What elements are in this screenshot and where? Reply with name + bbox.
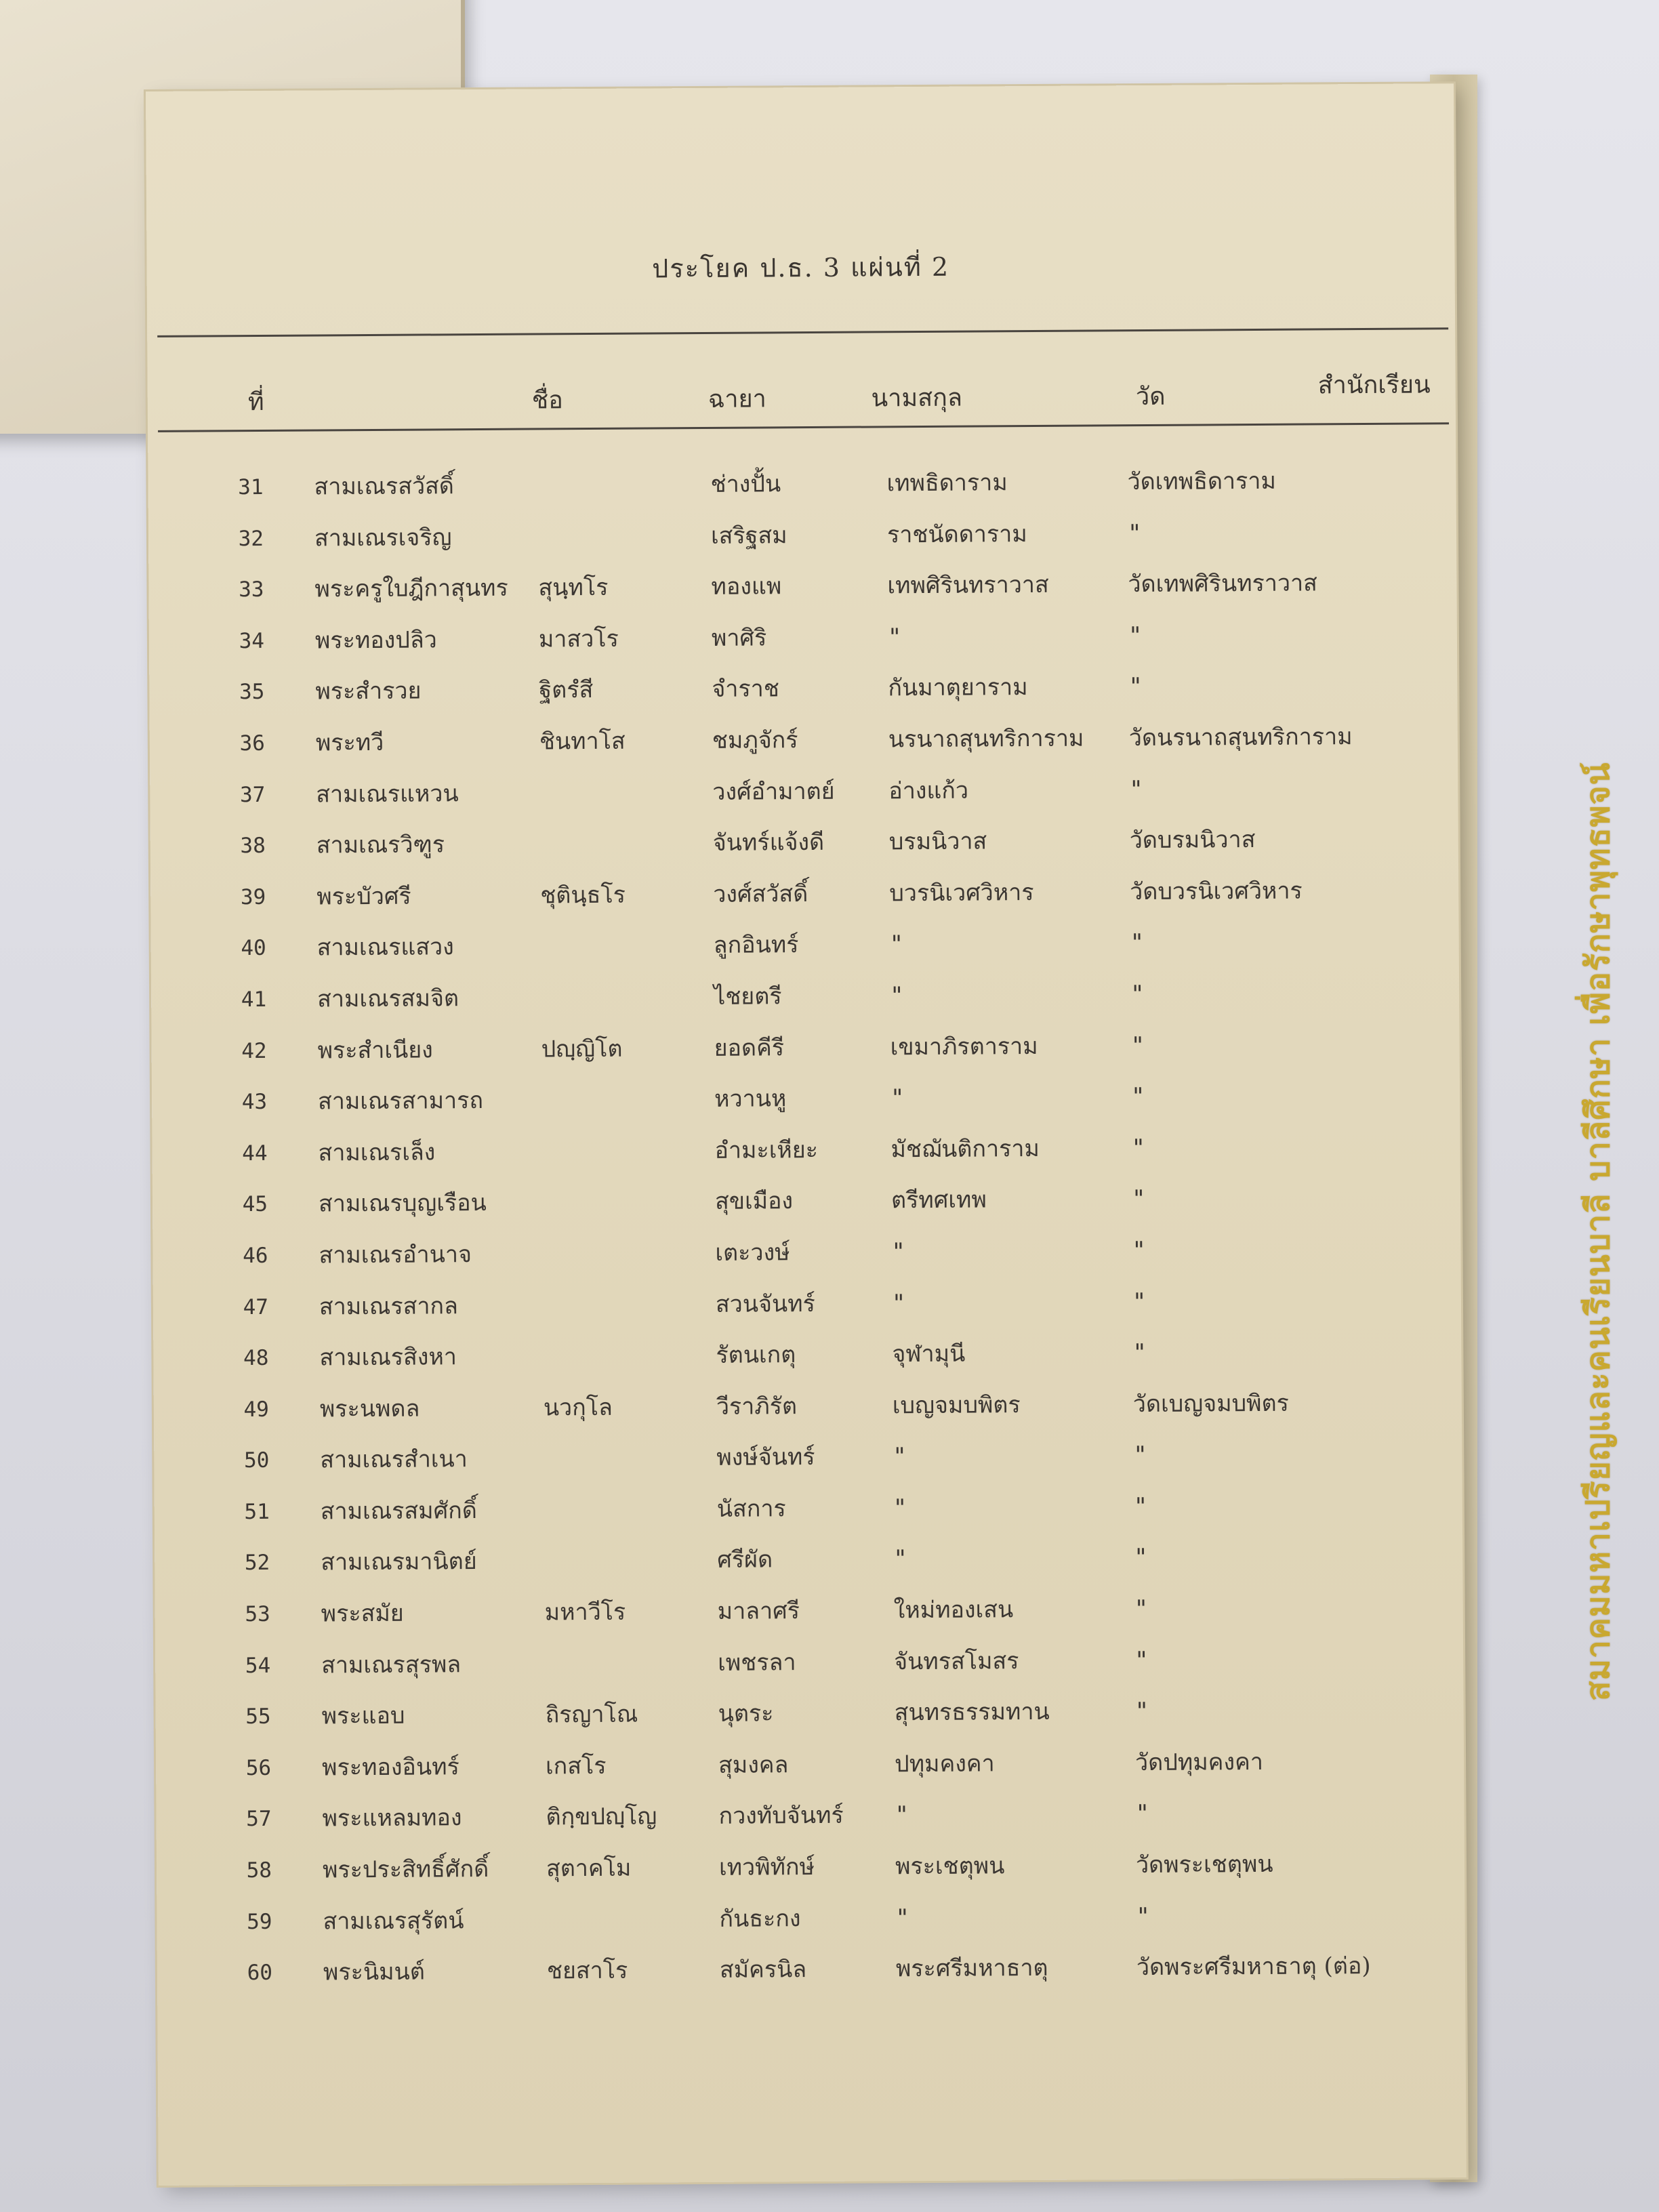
row-surname: สวนจันทร์ xyxy=(715,1290,816,1318)
row-number: 33 xyxy=(239,577,264,602)
row-school: " xyxy=(1128,673,1143,701)
col-header-surname: นามสกุล xyxy=(871,384,963,413)
row-number: 50 xyxy=(243,1448,270,1473)
row-surname: ชมภูจักร์ xyxy=(712,726,798,754)
table-row xyxy=(149,665,1457,724)
row-school: " xyxy=(1130,1031,1145,1059)
row-number: 57 xyxy=(246,1807,272,1832)
row-school: " xyxy=(1134,1595,1149,1623)
row-name: สามเณรสากล xyxy=(319,1292,459,1320)
row-school: วัดบรมนิวาส xyxy=(1129,826,1256,855)
row-surname: จำราช xyxy=(712,675,779,703)
row-number: 58 xyxy=(246,1858,272,1883)
col-header-name: ชื่อ xyxy=(531,386,563,415)
row-surname: จันทร์แจ้งดี xyxy=(712,829,825,857)
row-surname: ศรีผัด xyxy=(717,1546,773,1574)
row-surname: ช่างปั้น xyxy=(710,470,781,498)
row-school: " xyxy=(1128,621,1143,649)
row-surname: สมัครนิล xyxy=(719,1956,807,1984)
table-row xyxy=(155,1586,1463,1645)
row-school: " xyxy=(1131,1185,1146,1213)
table-row xyxy=(150,716,1458,775)
table-row xyxy=(155,1484,1462,1543)
row-surname: รัตนเกตุ xyxy=(716,1341,796,1369)
row-school: " xyxy=(1132,1236,1147,1265)
row-wat: " xyxy=(895,1801,909,1829)
table-row xyxy=(157,1945,1465,2004)
row-name: พระสำเนียง xyxy=(317,1036,433,1065)
table-row xyxy=(154,1382,1462,1441)
table-row xyxy=(152,1126,1460,1185)
table-row xyxy=(149,613,1457,672)
row-school: " xyxy=(1134,1698,1149,1725)
table-row xyxy=(148,511,1456,570)
row-name: พระทองปลิว xyxy=(314,626,437,655)
row-school: " xyxy=(1135,1800,1150,1828)
document-title: ประโยค ป.ธ. 3 แผ่นที่ 2 xyxy=(651,251,950,284)
row-number: 43 xyxy=(241,1090,268,1115)
row-number: 34 xyxy=(239,628,265,653)
row-school: " xyxy=(1130,929,1145,957)
row-wat: พระเชตุพน xyxy=(895,1852,1005,1881)
col-header-alias: ฉายา xyxy=(708,385,766,413)
row-school: วัดเบญจมบพิตร xyxy=(1132,1389,1289,1418)
row-alias: ติกฺขปญฺโญ xyxy=(546,1803,657,1831)
row-surname: ยอดคีรี xyxy=(714,1033,785,1062)
row-school: วัดพระเชตุพน xyxy=(1135,1850,1273,1879)
table-row xyxy=(157,1894,1465,1953)
row-wat: สุนทรธรรมทาน xyxy=(894,1698,1050,1727)
row-name: สามเณรอำนาจ xyxy=(319,1241,472,1269)
row-school: วัดบวรนิเวศวิหาร xyxy=(1130,877,1303,905)
row-number: 52 xyxy=(244,1551,270,1576)
row-wat: " xyxy=(887,623,902,651)
row-name: พระแหลมทอง xyxy=(322,1804,462,1832)
row-alias: ฐิตรํสี xyxy=(539,676,594,704)
row-wat: ใหม่ทองเสน xyxy=(893,1596,1014,1624)
row-number: 31 xyxy=(238,474,264,500)
row-surname: สุขเมือง xyxy=(714,1187,794,1216)
row-surname: พงษ์จันทร์ xyxy=(716,1443,815,1472)
row-surname: มาลาศรี xyxy=(717,1597,800,1625)
row-number: 51 xyxy=(244,1499,270,1525)
table-row xyxy=(150,869,1458,928)
header-top-rule xyxy=(157,327,1448,337)
table-row xyxy=(156,1740,1464,1799)
row-number: 48 xyxy=(243,1346,269,1371)
row-number: 59 xyxy=(247,1909,272,1934)
row-number: 44 xyxy=(242,1141,268,1166)
row-alias: สุนฺทโร xyxy=(538,574,609,602)
row-wat: " xyxy=(893,1494,907,1522)
table-row xyxy=(152,1228,1460,1287)
row-wat: " xyxy=(893,1443,907,1471)
row-wat: ปทุมคงคา xyxy=(894,1750,995,1778)
row-number: 41 xyxy=(241,987,267,1012)
row-wat: " xyxy=(891,1289,906,1317)
row-wat: เขมาภิรตาราม xyxy=(890,1032,1038,1061)
row-surname: นัสการ xyxy=(716,1495,786,1523)
row-number: 54 xyxy=(245,1653,271,1678)
row-wat: บวรนิเวศวิหาร xyxy=(889,878,1034,907)
row-name: สามเณรเล็ง xyxy=(318,1139,436,1167)
row-school: " xyxy=(1131,1134,1146,1162)
row-alias: เกสโร xyxy=(545,1752,607,1780)
table-row xyxy=(151,972,1459,1031)
row-wat: ราชนัดดาราม xyxy=(886,520,1027,548)
table-row xyxy=(157,1843,1465,1902)
row-name: สามเณรสมศักดิ์ xyxy=(320,1496,478,1525)
row-wat: " xyxy=(889,930,904,958)
row-school: " xyxy=(1136,1902,1151,1930)
watermark-text: สมาคมมหาเปรียญและคนเรียนบาลี บาลีศึกษา เพื่อรักษาพุทธพจน์ xyxy=(1579,762,1617,1701)
row-wat: " xyxy=(893,1545,907,1573)
row-name: สามเณรบุญเรือน xyxy=(318,1189,487,1218)
row-school: วัดนรนาถสุนทริการาม xyxy=(1128,723,1353,752)
row-wat: เทพศิรินทราวาส xyxy=(887,571,1049,600)
row-number: 53 xyxy=(245,1601,270,1627)
row-surname: ทองแพ xyxy=(711,573,782,601)
row-wat: " xyxy=(890,982,904,1010)
row-name: พระครูใบฎีกาสุนทร xyxy=(314,574,508,603)
col-header-no: ที่ xyxy=(247,388,264,417)
row-surname: กันธะกง xyxy=(719,1904,801,1933)
row-alias: มาสวโร xyxy=(538,625,619,653)
row-name: พระสำรวย xyxy=(315,677,422,705)
row-surname: พาศิริ xyxy=(711,624,767,652)
student-list xyxy=(148,459,1465,2005)
row-surname: กวงทับจันทร์ xyxy=(718,1802,844,1830)
table-row xyxy=(156,1792,1464,1851)
table-row xyxy=(155,1536,1462,1595)
row-alias: มหาวีโร xyxy=(544,1598,626,1626)
row-number: 35 xyxy=(239,680,265,705)
row-number: 37 xyxy=(239,782,266,807)
row-surname: เสริฐสม xyxy=(710,521,787,550)
table-row xyxy=(148,459,1456,518)
row-name: พระสมัย xyxy=(321,1599,404,1628)
table-row xyxy=(154,1433,1462,1492)
row-name: พระบัวศรี xyxy=(316,882,411,911)
table-row xyxy=(155,1638,1463,1697)
row-name: สามเณรสุรพล xyxy=(321,1650,462,1679)
row-surname: หวานหู xyxy=(714,1085,787,1113)
row-wat: ตรีทศเทพ xyxy=(890,1186,987,1214)
row-name: สามเณรสำเนา xyxy=(320,1446,468,1474)
row-wat: " xyxy=(895,1904,910,1931)
row-name: สามเณรแสวง xyxy=(316,933,454,962)
row-wat: กันมาตุยาราม xyxy=(888,674,1028,702)
row-name: สามเณรสวัสดิ์ xyxy=(314,472,455,501)
row-number: 32 xyxy=(238,526,264,551)
col-header-school: สำนักเรียน xyxy=(1317,371,1431,400)
row-school: " xyxy=(1134,1544,1148,1572)
row-wat: " xyxy=(890,1084,905,1112)
row-school: " xyxy=(1130,980,1145,1008)
table-row xyxy=(148,562,1456,621)
row-name: สามเณรแหวน xyxy=(316,779,459,808)
row-alias: ถิรญาโณ xyxy=(545,1700,638,1729)
col-header-wat: วัด xyxy=(1135,382,1166,411)
row-wat: จันทรสโมสร xyxy=(894,1647,1019,1675)
row-number: 45 xyxy=(242,1192,268,1217)
row-name: สามเณรสุรัตน์ xyxy=(323,1906,464,1936)
row-school: " xyxy=(1132,1288,1147,1315)
row-name: สามเณรสามารถ xyxy=(317,1087,484,1115)
table-row xyxy=(153,1330,1461,1389)
row-wat: อ่างแก้ว xyxy=(888,777,969,804)
row-number: 36 xyxy=(239,731,265,756)
table-row xyxy=(151,1023,1459,1082)
row-name: พระทวี xyxy=(315,729,384,757)
row-name: สามเณรมานิตย์ xyxy=(321,1548,477,1576)
row-alias: นวกุโล xyxy=(543,1393,613,1422)
table-row xyxy=(153,1279,1461,1338)
row-number: 46 xyxy=(243,1243,268,1269)
row-surname: อำมะเหียะ xyxy=(714,1136,819,1164)
row-school: " xyxy=(1134,1646,1149,1674)
row-wat: เทพธิดาราม xyxy=(886,469,1008,497)
row-number: 60 xyxy=(247,1961,273,1986)
row-alias: ปญฺญิโต xyxy=(541,1035,623,1063)
table-row xyxy=(152,1074,1460,1133)
table-row xyxy=(152,1176,1460,1235)
row-name: พระทองอินทร์ xyxy=(321,1753,459,1782)
row-number: 42 xyxy=(241,1038,267,1063)
row-name: สามเณรสมจิต xyxy=(317,985,459,1013)
row-surname: นุตระ xyxy=(718,1700,774,1728)
row-number: 47 xyxy=(243,1294,269,1319)
row-school: วัดพระศรีมหาธาตุ (ต่อ) xyxy=(1136,1952,1371,1982)
row-alias: ชินทาโส xyxy=(539,727,626,756)
row-school: วัดเทพธิดาราม xyxy=(1127,467,1276,496)
table-row xyxy=(150,767,1458,826)
row-number: 55 xyxy=(245,1704,271,1729)
row-wat: นรนาถสุนทริการาม xyxy=(888,724,1084,754)
row-surname: วงศ์สวัสดิ์ xyxy=(713,880,808,908)
table-row xyxy=(150,818,1458,877)
row-school: วัดเทพศิรินทราวาส xyxy=(1128,569,1317,598)
row-wat: จุฬามุนี xyxy=(892,1340,966,1368)
row-surname: เตะวงษ์ xyxy=(715,1239,790,1267)
row-school: " xyxy=(1129,775,1143,803)
row-number: 56 xyxy=(245,1755,272,1780)
header-bottom-rule xyxy=(158,422,1449,432)
row-school: " xyxy=(1132,1339,1147,1367)
row-name: สามเณรสิงหา xyxy=(319,1343,457,1372)
table-row xyxy=(155,1689,1463,1748)
row-number: 39 xyxy=(240,884,266,909)
row-number: 40 xyxy=(241,936,266,961)
row-alias: ชุตินฺธโร xyxy=(540,881,626,909)
row-name: สามเณรวิฑูร xyxy=(316,831,445,859)
row-alias: สุตาคโม xyxy=(546,1854,632,1883)
row-name: พระประสิทธิ์ศักดิ์ xyxy=(322,1855,489,1884)
row-school: " xyxy=(1133,1441,1147,1469)
row-surname: ลูกอินทร์ xyxy=(713,931,799,960)
row-surname: เพชรลา xyxy=(718,1648,796,1677)
row-wat: มัชฌันติการาม xyxy=(890,1134,1040,1164)
table-row xyxy=(151,921,1459,980)
row-alias: ชยสาโร xyxy=(546,1957,628,1985)
row-surname: สุมงคล xyxy=(718,1751,789,1779)
row-wat: บรมนิวาส xyxy=(888,827,987,856)
row-school: " xyxy=(1133,1492,1148,1521)
row-wat: " xyxy=(891,1238,906,1266)
row-name: พระนิมนต์ xyxy=(323,1958,426,1986)
row-name: สามเณรเจริญ xyxy=(314,523,452,552)
row-number: 38 xyxy=(240,834,266,859)
row-surname: ไชยตรี xyxy=(714,983,782,1010)
row-name: พระนพดล xyxy=(319,1395,420,1423)
row-name: พระแอบ xyxy=(321,1702,405,1730)
row-surname: เทวพิทักษ์ xyxy=(718,1853,815,1881)
row-school: " xyxy=(1127,519,1142,547)
document-page xyxy=(146,83,1467,2186)
row-number: 49 xyxy=(243,1397,269,1422)
row-wat: เบญจมบพิตร xyxy=(892,1391,1021,1419)
row-school: " xyxy=(1130,1083,1145,1111)
row-wat: พระศรีมหาธาตุ xyxy=(895,1954,1048,1983)
row-school: วัดปทุมคงคา xyxy=(1134,1748,1263,1776)
row-surname: วีราภิรัต xyxy=(716,1392,798,1420)
row-surname: วงศ์อำมาตย์ xyxy=(712,777,835,806)
